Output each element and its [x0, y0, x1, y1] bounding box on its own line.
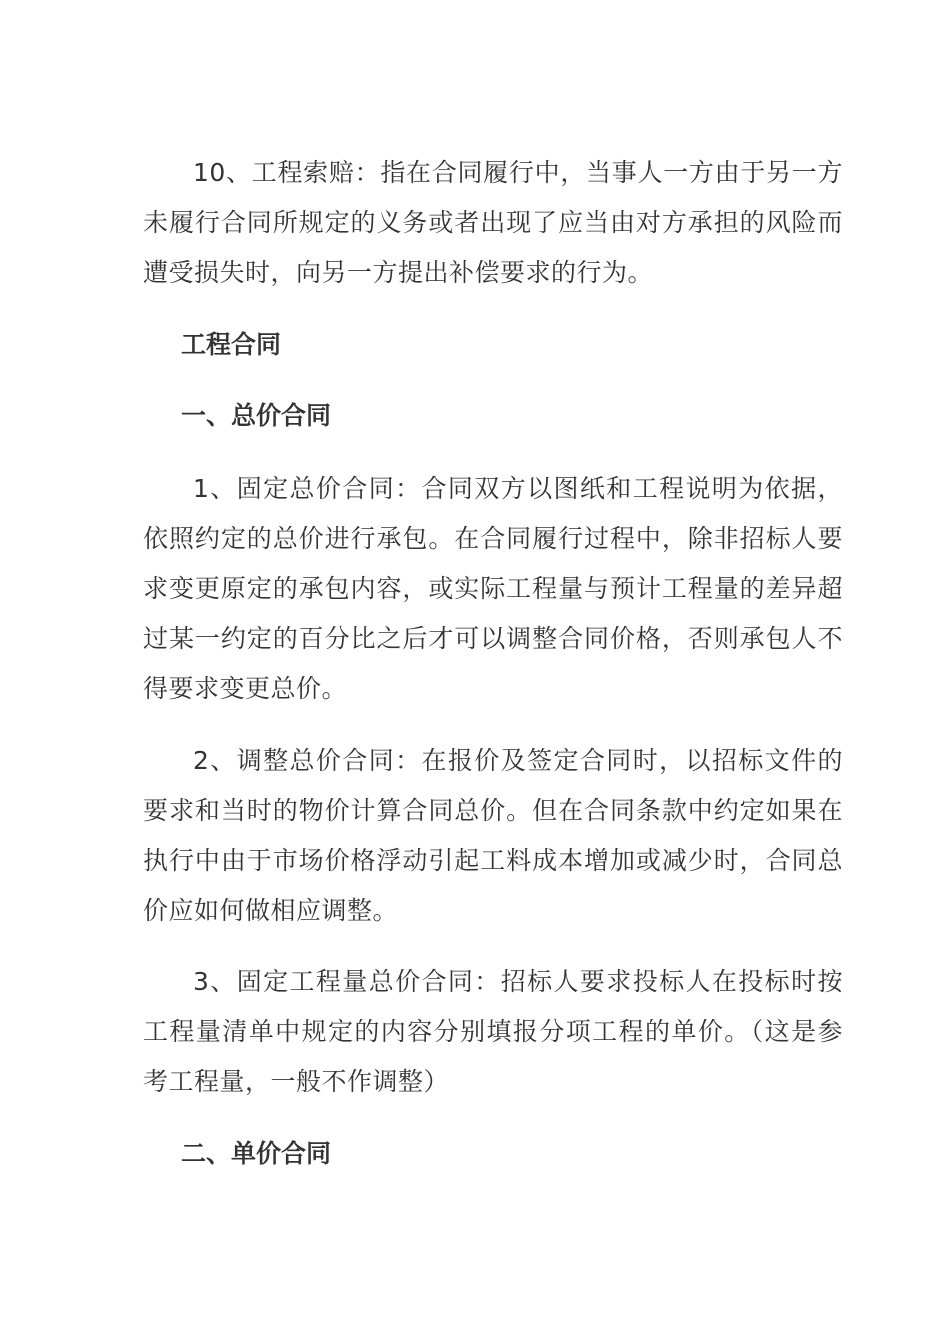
- paragraph-fixed-quantity-total-price: 3、固定工程量总价合同：招标人要求投标人在投标时按工程量清单中规定的内容分别填报分项工程的单价。（这是参考工程量，一般不作调整）: [143, 967, 843, 1096]
- heading-engineering-contract: 工程合同: [181, 330, 282, 359]
- paragraph-fixed-total-price: 1、固定总价合同：合同双方以图纸和工程说明为依据，依照约定的总价进行承包。在合同履行过程中，除非招标人要求变更原定的承包内容，或实际工程量与预计工程量的差异超过某一约定的百分比之后才可以调整合同价格，否则承包人不得要求变更总价。: [143, 474, 843, 703]
- paragraph-engineering-claim: 10、工程索赔：指在合同履行中，当事人一方由于另一方未履行合同所规定的义务或者出现了应当由对方承担的风险而遭受损失时，向另一方提出补偿要求的行为。: [143, 158, 843, 287]
- heading-unit-price-contract: 二、单价合同: [181, 1139, 332, 1168]
- heading-total-price-contract: 一、总价合同: [181, 401, 332, 430]
- paragraph-adjustable-total-price: 2、调整总价合同：在报价及签定合同时，以招标文件的要求和当时的物价计算合同总价。但在合同条款中约定如果在执行中由于市场价格浮动引起工料成本增加或减少时，合同总价应如何做相应调整。: [143, 746, 843, 925]
